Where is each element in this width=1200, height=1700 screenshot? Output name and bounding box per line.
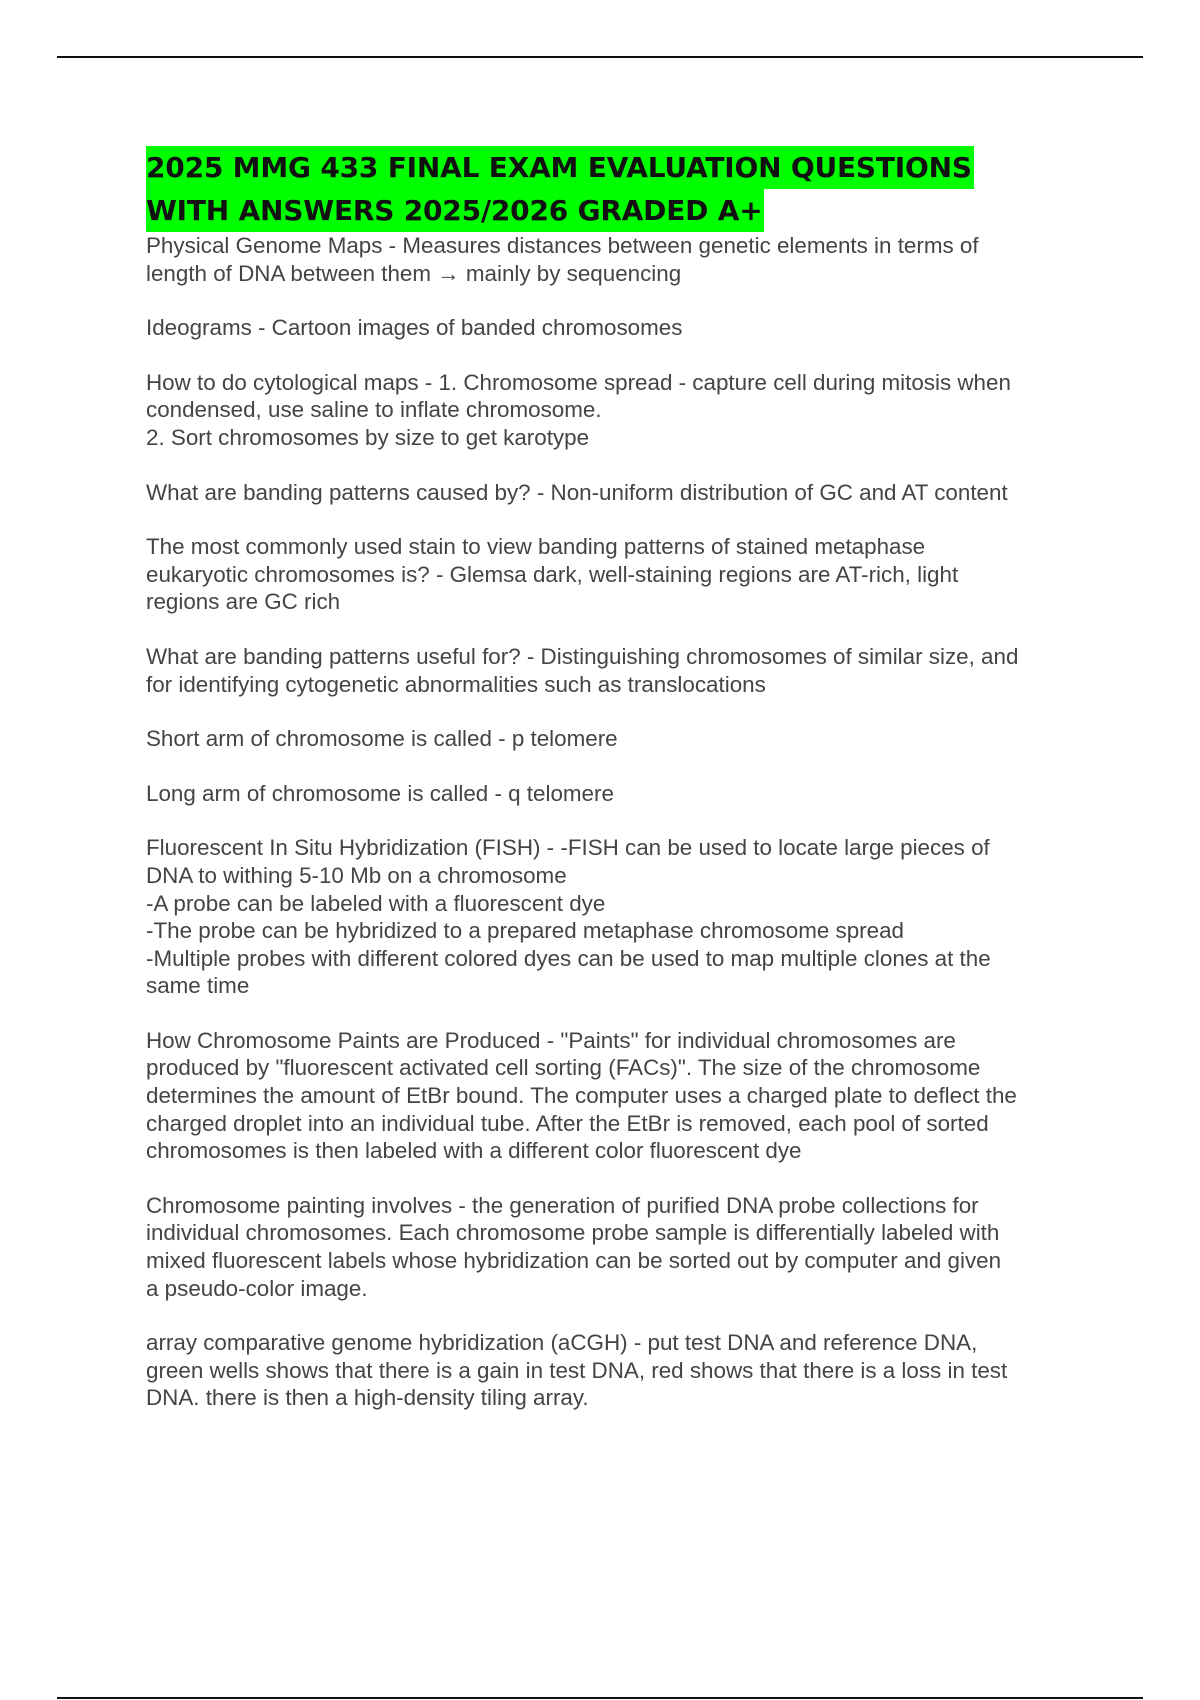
qa-entry-line: -A probe can be labeled with a fluorescent dye [146, 890, 606, 916]
qa-entry-line: The most commonly used stain to view banding patterns of stained metaphase [146, 534, 926, 560]
qa-entry-line: mixed fluorescent labels whose hybridization can be sorted out by computer and given [146, 1248, 1002, 1274]
qa-entry [146, 479, 1096, 507]
qa-entry-line: Physical Genome Maps - Measures distances between genetic elements in terms of [146, 233, 979, 258]
qa-entry-line: What are banding patterns caused by? - Non-uniform distribution of GC and AT content [146, 479, 1008, 505]
qa-entry-line: Long arm of chromosome is called - q telomere [146, 780, 614, 806]
title-line-1: 2025 MMG 433 FINAL EXAM EVALUATION QUESTIONS [146, 146, 974, 189]
qa-entry [146, 1192, 1096, 1302]
qa-entry-line: 2. Sort chromosomes by size to get karotype [146, 424, 590, 450]
title-line-2: WITH ANSWERS 2025/2026 GRADED A+ [146, 189, 764, 232]
qa-entry-line: green wells shows that there is a gain in test DNA, red shows that there is a loss in test [146, 1357, 1008, 1383]
qa-entry-line: charged droplet into an individual tube. After the EtBr is removed, each pool of sorted [146, 1110, 989, 1136]
qa-entry-line: length of DNA between them → mainly by sequencing [146, 260, 682, 286]
qa-entry [146, 643, 1096, 698]
qa-entry-line: DNA. there is then a high-density tiling array. [146, 1385, 589, 1411]
qa-entry-line: How to do cytological maps - 1. Chromosome spread - capture cell during mitosis when [146, 369, 1011, 395]
qa-entry-line: Fluorescent In Situ Hybridization (FISH) - -FISH can be used to locate large pieces of [146, 835, 990, 861]
qa-entry-line: Short arm of chromosome is called - p telomere [146, 726, 618, 752]
qa-entry [146, 533, 1096, 616]
qa-entry [146, 834, 1096, 1000]
qa-entry [146, 780, 1096, 808]
qa-entry-line: eukaryotic chromosomes is? - Glemsa dark, well-staining regions are AT-rich, light [146, 561, 959, 587]
qa-entry-line: condensed, use saline to inflate chromosome. [146, 397, 602, 423]
qa-entry [146, 725, 1096, 753]
qa-entry-line: Chromosome painting involves - the generation of purified DNA probe collections for [146, 1192, 979, 1218]
qa-entry-line: Ideograms - Cartoon images of banded chromosomes [146, 315, 683, 341]
qa-entry-line: -The probe can be hybridized to a prepared metaphase chromosome spread [146, 918, 904, 944]
qa-list [146, 232, 1096, 1412]
qa-entry-line: same time [146, 973, 250, 999]
qa-entry-line: for identifying cytogenetic abnormalities such as translocations [146, 671, 766, 697]
qa-entry-line: produced by "fluorescent activated cell sorting (FACs)". The size of the chromosome [146, 1055, 981, 1081]
qa-entry [146, 232, 1096, 287]
qa-entry-line: DNA to withing 5-10 Mb on a chromosome [146, 862, 567, 888]
qa-entry-line: regions are GC rich [146, 589, 341, 615]
qa-entry-line: determines the amount of EtBr bound. The computer uses a charged plate to deflect the [146, 1083, 1017, 1109]
qa-entry [146, 369, 1096, 452]
qa-entry [146, 1027, 1096, 1165]
bottom-rule [57, 1697, 1143, 1699]
top-rule [57, 56, 1143, 58]
qa-entry-line: individual chromosomes. Each chromosome probe sample is differentially labeled with [146, 1220, 1000, 1246]
qa-entry [146, 314, 1096, 342]
qa-entry [146, 1329, 1096, 1412]
qa-entry-line: chromosomes is then labeled with a different color fluorescent dye [146, 1138, 802, 1164]
qa-entry-line: -Multiple probes with different colored dyes can be used to map multiple clones at the [146, 945, 991, 971]
document-body [146, 146, 1096, 1439]
qa-entry-line: a pseudo-color image. [146, 1275, 368, 1301]
qa-entry-line: array comparative genome hybridization (aCGH) - put test DNA and reference DNA, [146, 1330, 978, 1356]
qa-entry-line: How Chromosome Paints are Produced - "Paints" for individual chromosomes are [146, 1027, 956, 1053]
document-title [146, 146, 1096, 232]
qa-entry-line: What are banding patterns useful for? - Distinguishing chromosomes of similar size, and [146, 643, 1019, 669]
